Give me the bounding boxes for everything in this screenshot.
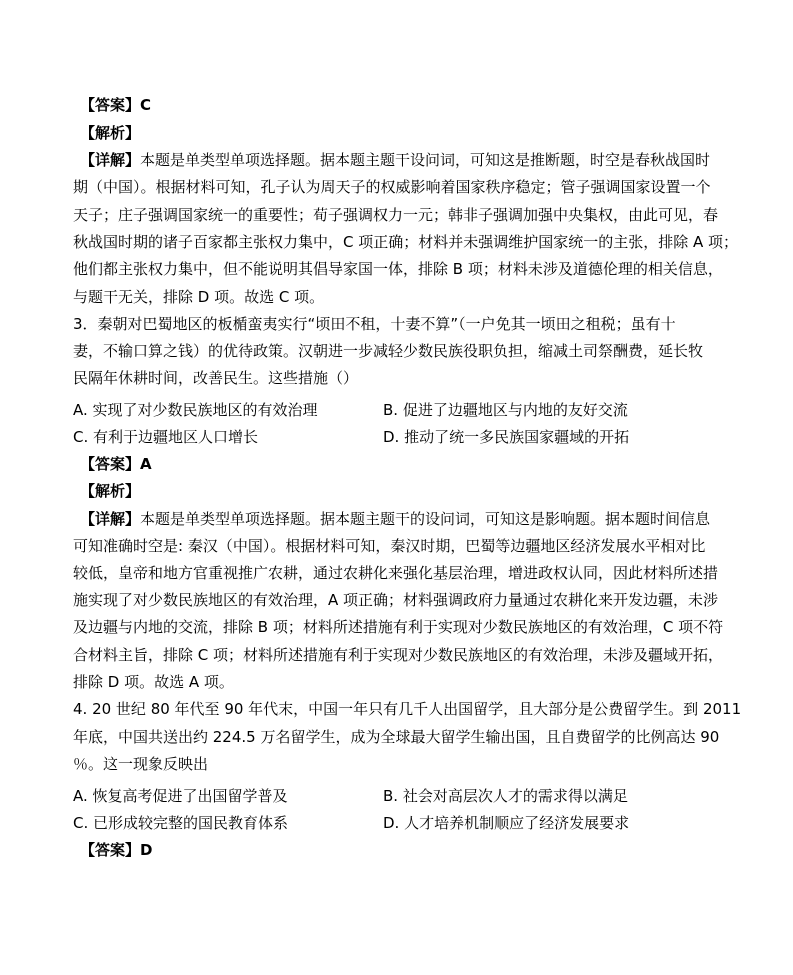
detail-line: 他们都主张权力集中，但不能说明其倡导家国一体，排除 B 项；材料未涉及道德伦理的相关信息， xyxy=(73,260,723,278)
detail-line: 期（中国）。根据材料可知，孔子认为周天子的权威影响着国家秩序稳定；管子强调国家设置一个 xyxy=(73,178,711,196)
option-b: B. 促进了边疆地区与内地的友好交流 xyxy=(383,401,628,419)
detail-line xyxy=(80,150,710,170)
option-c: C. 有利于边疆地区人口增长 xyxy=(73,428,259,446)
answer-line xyxy=(80,454,152,474)
detail-tag: 【详解】 xyxy=(80,510,141,528)
answer-tag: 【答案】 xyxy=(80,96,141,114)
option-c: C. 已形成较完整的国民教育体系 xyxy=(73,814,289,832)
question-stem-line: 民隔年休耕时间，改善民生。这些措施（） xyxy=(73,369,359,387)
option-a: A. 实现了对少数民族地区的有效治理 xyxy=(73,401,318,419)
detail-line xyxy=(80,509,710,529)
analysis-tag: 【解析】 xyxy=(80,482,141,500)
detail-line: 天子；庄子强调国家统一的重要性；荀子强调权力一元；韩非子强调加强中央集权，由此可见，春 xyxy=(73,206,719,224)
answer-value: A xyxy=(140,455,152,473)
detail-line: 秋战国时期的诸子百家都主张权力集中，C 项正确；材料并未强调维护国家统一的主张，排除 A 项； xyxy=(73,233,739,251)
detail-line: 施实现了对少数民族地区的有效治理，A 项正确；材料强调政府力量通过农耕化来开发边疆，未涉 xyxy=(73,591,719,609)
analysis-tag: 【解析】 xyxy=(80,124,141,142)
answer-tag: 【答案】 xyxy=(80,841,141,859)
question-stem-line: 3．秦朝对巴蜀地区的板楯蛮夷实行“顷田不租，十妻不算”（一户免其一顷田之租税；虽有十 xyxy=(73,315,676,333)
detail-text: 本题是单类型单项选择题。据本题主题干设问词，可知这是推断题，时空是春秋战国时 xyxy=(140,151,711,169)
question-stem-line: 4. 20 世纪 80 年代至 90 年代末，中国一年只有几千人出国留学，且大部分是公费留学生。到 2011 xyxy=(73,700,742,718)
detail-text: 本题是单类型单项选择题。据本题主题干的设问词，可知这是影响题。据本题时间信息 xyxy=(140,510,711,528)
question-stem-line: 年底，中国共送出约 224.5 万名留学生，成为全球最大留学生输出国，且自费留学的比例高达 90 xyxy=(73,728,720,746)
detail-line: 及边疆与内地的交流，排除 B 项；材料所述措施有利于实现对少数民族地区的有效治理，C 项不符 xyxy=(73,618,724,636)
option-b: B. 社会对高层次人才的需求得以满足 xyxy=(383,787,628,805)
question-stem-line: ％。这一现象反映出 xyxy=(73,755,209,773)
answer-value: C xyxy=(140,96,152,114)
detail-tag: 【详解】 xyxy=(80,151,141,169)
detail-line: 合材料主旨，排除 C 项；材料所述措施有利于实现对少数民族地区的有效治理，未涉及疆域开拓， xyxy=(73,646,724,664)
option-d: D. 人才培养机制顺应了经济发展要求 xyxy=(383,814,630,832)
detail-line: 较低，皇帝和地方官重视推广农耕，通过农耕化来强化基层治理，增进政权认同，因此材料所述措 xyxy=(73,564,719,582)
option-d: D. 推动了统一多民族国家疆域的开拓 xyxy=(383,428,630,446)
detail-line: 与题干无关，排除 D 项。故选 C 项。 xyxy=(73,288,325,306)
answer-tag: 【答案】 xyxy=(80,455,141,473)
answer-line xyxy=(80,840,152,860)
question-stem-line: 妻，不输口算之钱）的优待政策。汉朝进一步减轻少数民族役职负担，缩减土司祭酬费，延长牧 xyxy=(73,342,704,360)
detail-line: 排除 D 项。故选 A 项。 xyxy=(73,673,234,691)
answer-value: D xyxy=(140,841,153,859)
detail-line: 可知准确时空是: 秦汉（中国）。根据材料可知，秦汉时期，巴蜀等边疆地区经济发展水平相对比 xyxy=(73,537,706,555)
option-a: A. 恢复高考促进了出国留学普及 xyxy=(73,787,288,805)
answer-line xyxy=(80,95,151,115)
